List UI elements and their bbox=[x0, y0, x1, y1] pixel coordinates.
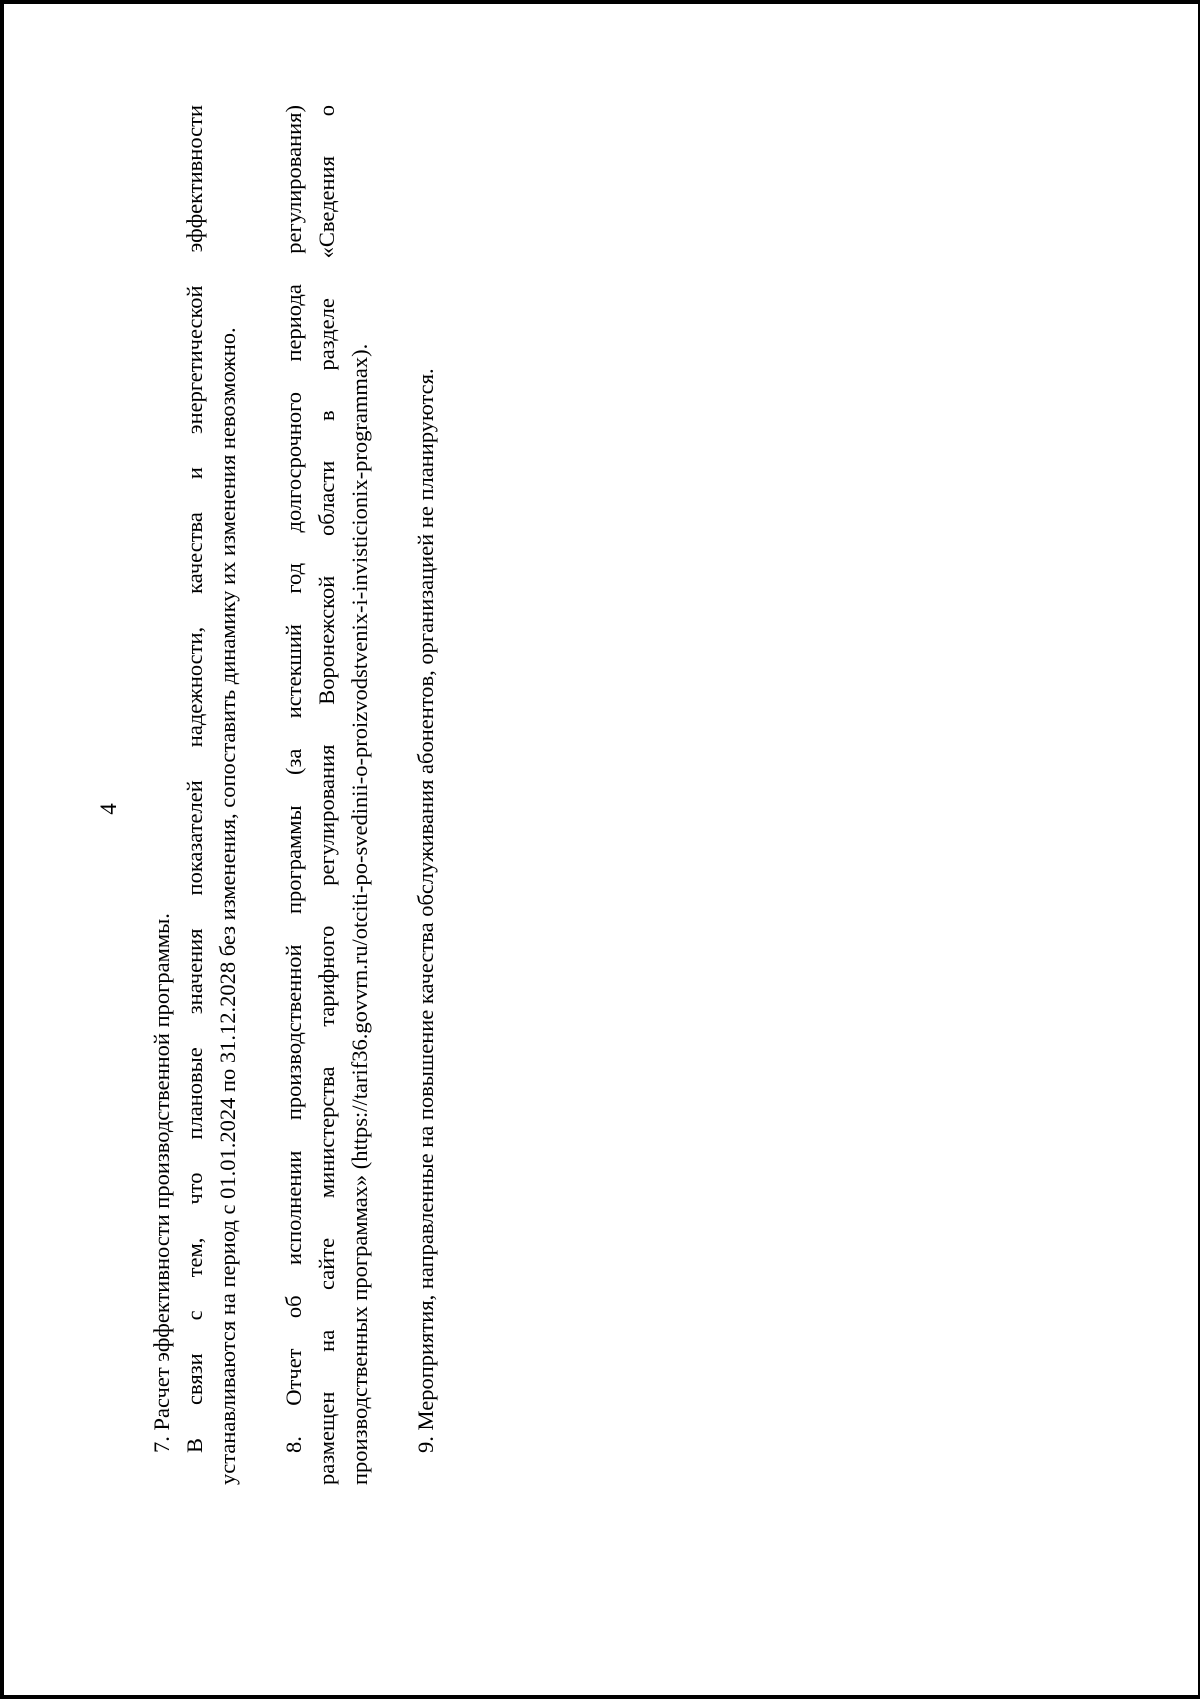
section-7-heading: 7. Расчет эффективности производственной программы. bbox=[149, 913, 174, 1453]
section-9-line-1: 9. Мероприятия, направленные на повышение качества обслуживания абонентов, организацией не планируются. bbox=[413, 368, 438, 1453]
paragraph-gap bbox=[244, 105, 277, 1485]
document-body bbox=[145, 105, 442, 1485]
paragraph-gap bbox=[376, 105, 409, 1485]
section-8-line-1: 8. Отчет об исполнении производственной программы (за истекший год долгосрочного периода регулирования) bbox=[281, 105, 306, 1453]
page-number: 4 bbox=[96, 803, 121, 815]
section-7-paragraph-line-1: В связи с тем, что плановые значения показателей надежности, качества и энергетической эффективности bbox=[182, 105, 207, 1453]
section-7-paragraph-line-2: устанавливаются на период с 01.01.2024 по 31.12.2028 без изменения, сопоставить динамику их изменения невозможно. bbox=[215, 327, 240, 1485]
section-8-line-3: производственных программах» (https://tarif36.govvrn.ru/otciti-po-svedinii-o-proizvodstvenix-i-invisticionix-programmax). bbox=[347, 343, 372, 1485]
section-8-line-2: размещен на сайте министерства тарифного регулирования Воронежской области в разделе «Сведения о bbox=[314, 105, 339, 1485]
